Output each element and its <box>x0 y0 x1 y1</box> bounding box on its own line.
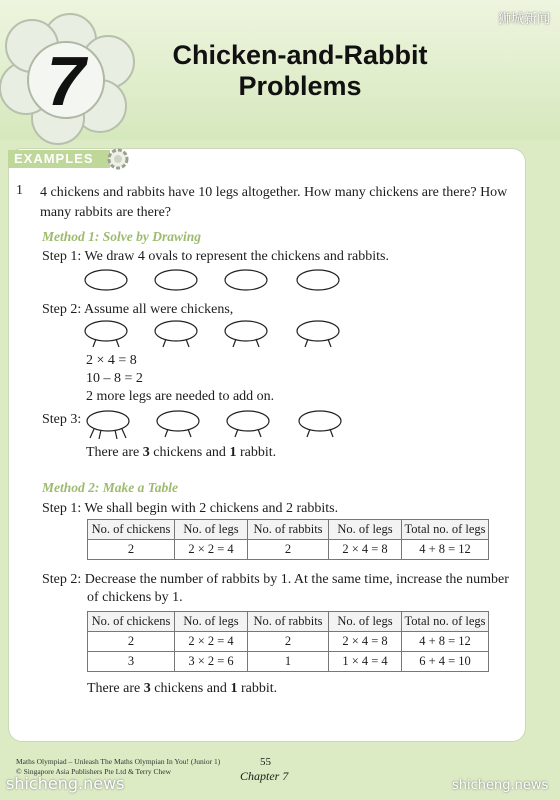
header-cell: No. of legs <box>329 520 402 540</box>
method1-step2: Step 2: Assume all were chickens, <box>42 302 234 317</box>
ovals-step2-chickens <box>84 320 354 352</box>
chicken-oval <box>225 321 267 341</box>
title-line-2: Problems <box>238 71 362 101</box>
ovals-step1 <box>84 268 354 294</box>
method2-step1: Step 1: We shall begin with 2 chickens and 2 rabbits. <box>42 501 339 516</box>
table-cell: 2 <box>248 632 329 652</box>
chicken-oval <box>299 411 341 431</box>
table-cell: 3 × 2 = 6 <box>175 652 248 672</box>
chapter-label: Chapter 7 <box>240 769 289 783</box>
header-cell: Total no. of legs <box>402 612 489 632</box>
title-line-1: Chicken-and-Rabbit <box>172 40 428 70</box>
table-row <box>88 652 489 672</box>
watermark-top: 狮城新闻 <box>497 12 550 27</box>
watermark-left: shicheng.news <box>6 774 125 793</box>
gear-icon <box>104 146 132 172</box>
table-1 <box>87 519 489 560</box>
header-cell: No. of legs <box>175 520 248 540</box>
calc-line-3: 2 more legs are needed to add on. <box>86 389 275 404</box>
chapter-flower-badge <box>0 10 140 150</box>
footer-line-1: Maths Olympiad – Unleash The Maths Olympian In You! (Junior 1) <box>16 757 221 766</box>
ovals-step3-mixed <box>86 410 356 444</box>
calc-line-2: 10 – 8 = 2 <box>86 371 143 386</box>
method2-step2-line2: of chickens by 1. <box>87 590 183 605</box>
method2-heading: Method 2: Make a Table <box>42 480 178 495</box>
question-number: 1 <box>16 183 23 198</box>
table-cell: 2 × 2 = 4 <box>175 632 248 652</box>
rabbit-oval <box>87 411 129 431</box>
oval <box>225 270 267 290</box>
table-2 <box>87 611 489 672</box>
question-text: 4 chickens and rabbits have 10 legs altogether. How many chickens are there? How many rabbits are there? <box>40 185 508 220</box>
table-cell: 2 × 4 = 8 <box>329 632 402 652</box>
chicken-oval <box>297 321 339 341</box>
oval <box>85 270 127 290</box>
table-cell: 2 <box>248 540 329 560</box>
table-cell: 2 × 2 = 4 <box>175 540 248 560</box>
header-cell: No. of rabbits <box>248 520 329 540</box>
table-cell: 1 × 4 = 4 <box>329 652 402 672</box>
header-cell: No. of chickens <box>88 612 175 632</box>
header-cell: No. of rabbits <box>248 612 329 632</box>
table-cell: 6 + 4 = 10 <box>402 652 489 672</box>
table-cell: 3 <box>88 652 175 672</box>
table-header-row <box>88 520 489 540</box>
table-row <box>88 632 489 652</box>
method1-heading: Method 1: Solve by Drawing <box>42 229 202 244</box>
oval <box>155 270 197 290</box>
table-cell: 4 + 8 = 12 <box>402 540 489 560</box>
table-cell: 4 + 8 = 12 <box>402 632 489 652</box>
table-cell: 1 <box>248 652 329 672</box>
calc-line-1: 2 × 4 = 8 <box>86 353 137 368</box>
table-header-row <box>88 612 489 632</box>
header-cell: No. of legs <box>329 612 402 632</box>
table-cell: 2 × 4 = 8 <box>329 540 402 560</box>
method1-conclusion: There are 3 chickens and 1 rabbit. <box>86 445 277 460</box>
table-cell: 2 <box>88 540 175 560</box>
method2-step2-line1: Step 2: Decrease the number of rabbits by 1. At the same time, increase the number <box>42 572 509 587</box>
header-cell: Total no. of legs <box>402 520 489 540</box>
header-cell: No. of legs <box>175 612 248 632</box>
oval <box>297 270 339 290</box>
page-title <box>150 40 450 102</box>
chicken-oval <box>85 321 127 341</box>
chicken-oval <box>227 411 269 431</box>
method2-conclusion: There are 3 chickens and 1 rabbit. <box>87 681 278 696</box>
header-cell: No. of chickens <box>88 520 175 540</box>
method1-step1: Step 1: We draw 4 ovals to represent the chickens and rabbits. <box>42 249 389 264</box>
page-number: 55 <box>260 756 271 768</box>
footer-line-2: © Singapore Asia Publishers Pte Ltd & Terry Chew <box>16 767 172 776</box>
chapter-number: 7 <box>46 42 86 120</box>
table-row <box>88 540 489 560</box>
chicken-oval <box>155 321 197 341</box>
chicken-oval <box>157 411 199 431</box>
examples-label: EXAMPLES <box>8 150 110 168</box>
watermark-right: shicheng.news <box>452 778 549 793</box>
table-cell: 2 <box>88 632 175 652</box>
method1-step3: Step 3: <box>42 412 82 427</box>
